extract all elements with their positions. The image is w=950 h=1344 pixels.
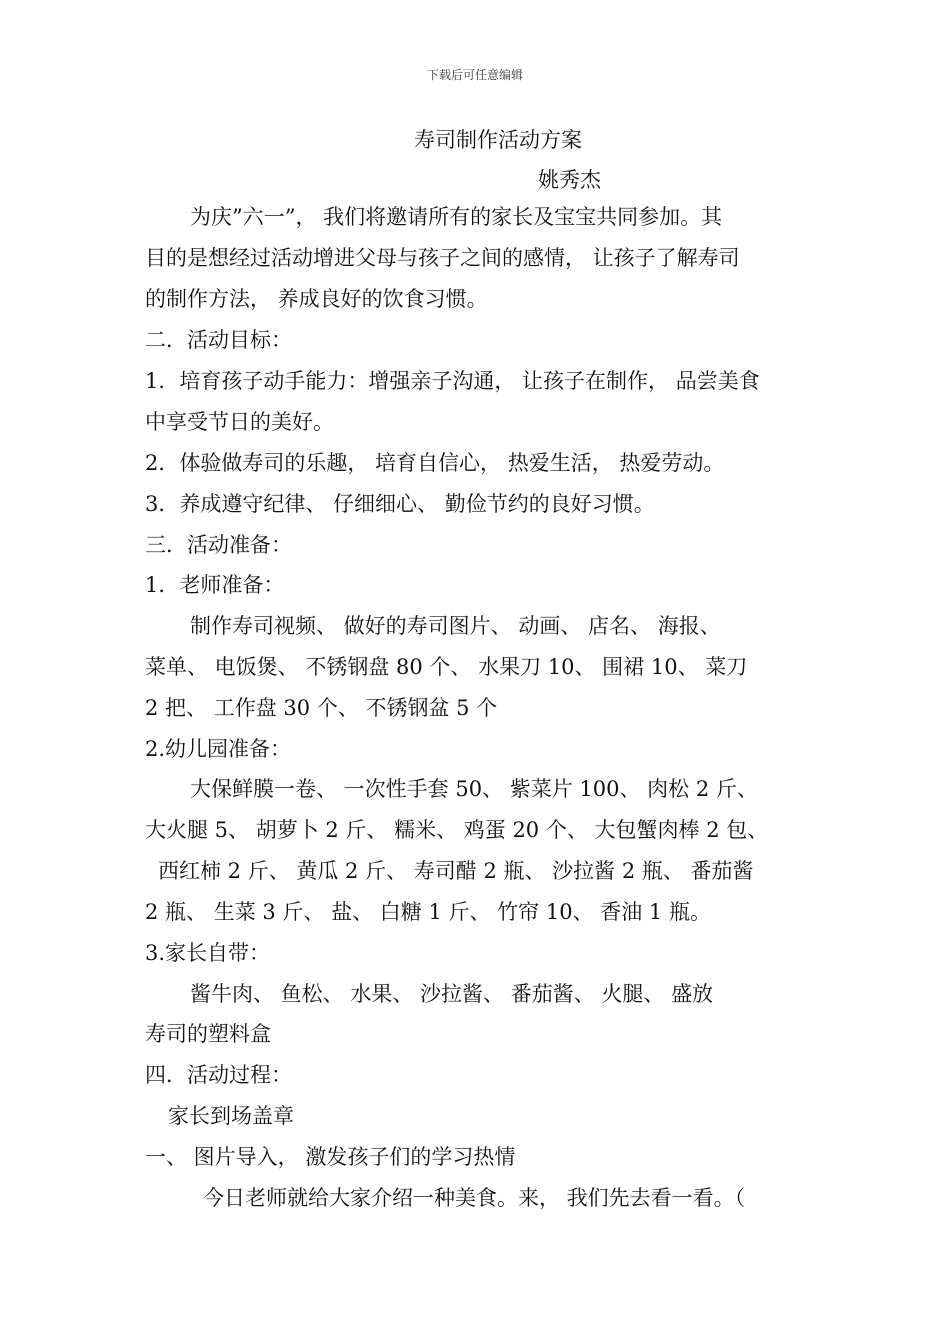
process-step-stamp: 家长到场盖章: [168, 1104, 294, 1128]
goal-2: 2．体验做寿司的乐趣， 培育自信心， 热爱生活， 热爱劳动。: [145, 451, 725, 475]
teacher-prep-line-1: 制作寿司视频、 做好的寿司图片、 动画、 店名、 海报、: [190, 614, 721, 638]
kindergarten-prep-line-1: 大保鲜膜一卷、 一次性手套 50、 紫菜片 100、 肉松 2 斤、: [190, 777, 758, 801]
paragraph-line-1: 为庆”六一”， 我们将邀请所有的家长及宝宝共同参加。其: [190, 205, 723, 229]
teacher-prep-line-2: 菜单、 电饭煲、 不锈钢盘 80 个、 水果刀 10、 围裙 10、 菜刀: [145, 655, 748, 679]
kindergarten-prep-line-2: 大火腿 5、 胡萝卜 2 斤、 糯米、 鸡蛋 20 个、 大包蟹肉棒 2 包、: [145, 818, 769, 842]
header-note: 下载后可任意编辑: [426, 68, 523, 82]
teacher-prep-line-3: 2 把、 工作盘 30 个、 不锈钢盆 5 个: [145, 696, 498, 720]
goal-1-line-2: 中享受节日的美好。: [145, 410, 334, 434]
kindergarten-prep-heading: 2.幼儿园准备：: [145, 737, 292, 761]
section-heading-process: 四．活动过程：: [145, 1063, 292, 1087]
goal-3: 3．养成遵守纪律、 仔细细心、 勤俭节约的良好习惯。: [145, 492, 655, 516]
goal-1-line-1: 1．培育孩子动手能力：增强亲子沟通， 让孩子在制作， 品尝美食: [145, 369, 760, 393]
parent-items-heading: 3.家长自带：: [145, 941, 271, 965]
process-step-1-text: 今日老师就给大家介绍一种美食。来， 我们先去看一看。（: [203, 1186, 746, 1210]
parent-items-line-2: 寿司的塑料盒: [145, 1022, 271, 1046]
teacher-prep-heading: 1．老师准备：: [145, 573, 285, 597]
paragraph-line-3: 的制作方法， 养成良好的饮食习惯。: [145, 287, 488, 311]
process-step-1-heading: 一、 图片导入， 激发孩子们的学习热情: [145, 1145, 516, 1169]
kindergarten-prep-line-4: 2 瓶、 生菜 3 斤、 盐、 白糖 1 斤、 竹帘 10、 香油 1 瓶。: [145, 900, 711, 924]
document-author: 姚秀杰: [538, 168, 601, 192]
paragraph-line-2: 目的是想经过活动增进父母与孩子之间的感情， 让孩子了解寿司: [145, 246, 740, 270]
section-heading-goals: 二．活动目标：: [145, 328, 292, 352]
section-heading-preparation: 三．活动准备：: [145, 533, 292, 557]
document-title: 寿司制作活动方案: [414, 128, 582, 152]
parent-items-line-1: 酱牛肉、 鱼松、 水果、 沙拉酱、 番茄酱、 火腿、 盛放: [190, 982, 714, 1006]
kindergarten-prep-line-3: 西红柿 2 斤、 黄瓜 2 斤、 寿司醋 2 瓶、 沙拉酱 2 瓶、 番茄酱: [158, 859, 754, 883]
